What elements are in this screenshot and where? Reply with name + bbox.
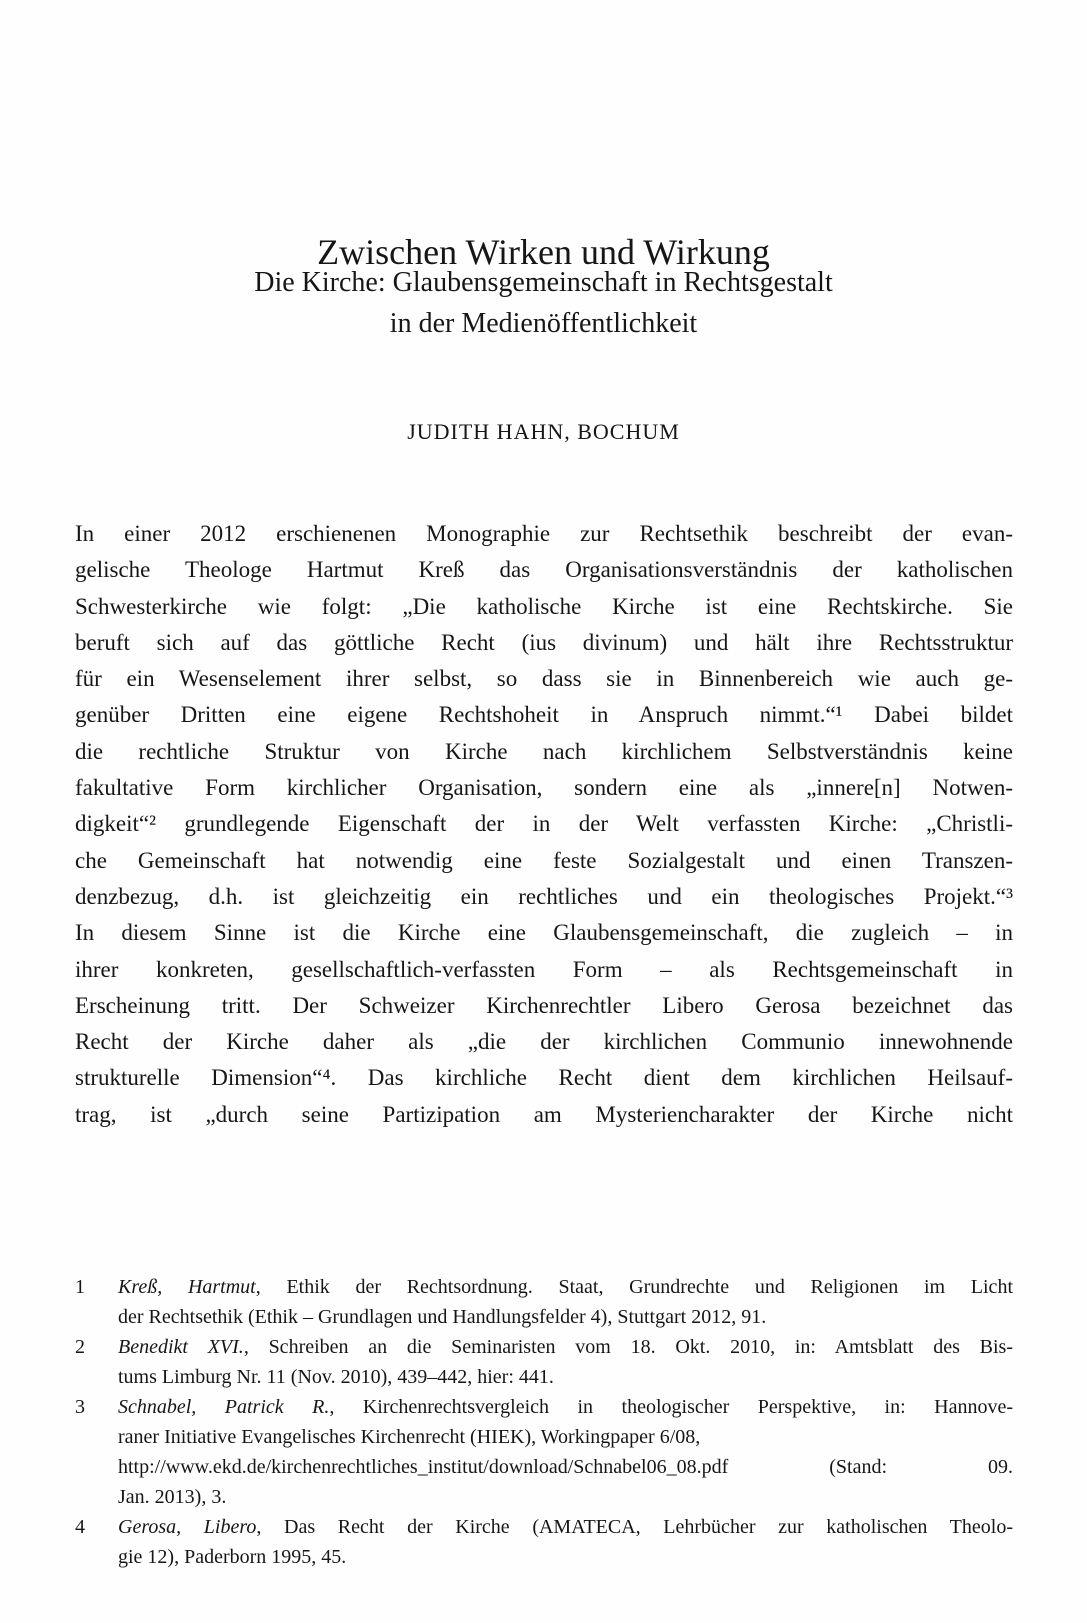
footnote-text-line xyxy=(118,1482,1013,1512)
footnote-reference-text: der Rechtsethik (Ethik – Grundlagen und Handlungsfelder 4), Stuttgart 2012, 91. xyxy=(118,1306,767,1328)
body-text-line: ihrer konkreten, gesellschaftlich-verfassten Form – als Rechtsgemeinschaft in xyxy=(75,956,1013,982)
footnote-text xyxy=(118,1392,1013,1512)
author-line: JUDITH HAHN, BOCHUM xyxy=(407,419,680,444)
footnote-reference-text: , Schreiben an die Seminaristen vom 18. Okt. 2010, in: Amtsblatt des Bis- xyxy=(243,1336,1013,1358)
footnote-author: Schnabel, Patrick R. xyxy=(118,1396,330,1418)
body-text-line: genüber Dritten eine eigene Rechtshoheit in Anspruch nimmt.“¹ Dabei bildet xyxy=(75,702,1013,728)
footnote-reference-text: Jan. 2013), 3. xyxy=(118,1486,227,1508)
footnote-number: 1 xyxy=(75,1276,85,1298)
footnote-reference-text: , Ethik der Rechtsordnung. Staat, Grundrechte und Religionen im Licht xyxy=(255,1276,1013,1298)
footnote-text-line xyxy=(118,1542,1013,1572)
body-paragraph xyxy=(75,516,1013,1133)
body-text-line: fakultative Form kirchlicher Organisation, sondern eine als „innere[n] Notwen- xyxy=(75,775,1013,801)
footnote-reference-text: , Kirchenrechtsvergleich in theologischer Perspektive, in: Hannove- xyxy=(329,1396,1013,1418)
footnote-text xyxy=(118,1272,1013,1332)
body-text-line: strukturelle Dimension“⁴. Das kirchliche Recht dient dem kirchlichen Heilsauf- xyxy=(75,1065,1013,1091)
footnote xyxy=(75,1272,1013,1332)
page-subtitle xyxy=(0,262,1087,344)
footnote-text-line xyxy=(118,1452,1013,1482)
body-text-line: gelische Theologe Hartmut Kreß das Organisationsverständnis der katholischen xyxy=(75,557,1013,583)
footnote-author: Gerosa, Libero xyxy=(118,1516,257,1538)
footnote-text xyxy=(118,1332,1013,1392)
body-text-line: denzbezug, d.h. ist gleichzeitig ein rechtliches und ein theologisches Projekt.“³ xyxy=(75,883,1013,909)
body-text-line: digkeit“² grundlegende Eigenschaft der in der Welt verfassten Kirche: „Christli- xyxy=(75,811,1013,837)
footnote-text xyxy=(118,1512,1013,1572)
body-text-line: In diesem Sinne ist die Kirche eine Glaubensgemeinschaft, die zugleich – in xyxy=(75,920,1013,946)
footnote-author: Benedikt XVI. xyxy=(118,1336,244,1358)
footnote-text-line xyxy=(118,1362,1013,1392)
footnote-reference-text: raner Initiative Evangelisches Kirchenrecht (HIEK), Workingpaper 6/08, xyxy=(118,1426,701,1448)
body-text-line: Erscheinung tritt. Der Schweizer Kirchenrechtler Libero Gerosa bezeichnet das xyxy=(75,992,1013,1018)
footnote-text-line xyxy=(118,1272,1013,1302)
footnote-text-line xyxy=(118,1302,1013,1332)
body-text-line: Schwesterkirche wie folgt: „Die katholische Kirche ist eine Rechtskirche. Sie xyxy=(75,593,1013,619)
footnote-text-line xyxy=(118,1332,1013,1362)
page-subtitle-line-2: in der Medienöffentlichkeit xyxy=(389,308,698,339)
footnote-text-line xyxy=(118,1392,1013,1422)
body-text-line: die rechtliche Struktur von Kirche nach kirchlichem Selbstverständnis keine xyxy=(75,738,1013,764)
body-text-line: trag, ist „durch seine Partizipation am Mysteriencharakter der Kirche nicht xyxy=(75,1101,1013,1127)
footnote-reference-text: http://www.ekd.de/kirchenrechtliches_institut/download/Schnabel06_08.pdf (Stand: 09. xyxy=(118,1456,1013,1478)
footnote-number: 4 xyxy=(75,1516,85,1538)
footnote-text-line xyxy=(118,1512,1013,1542)
body-text-line: In einer 2012 erschienenen Monographie zur Rechtsethik beschreibt der evan- xyxy=(75,521,1013,546)
body-text-line: Recht der Kirche daher als „die der kirchlichen Communio innewohnende xyxy=(75,1029,1013,1055)
footnote-reference-text: tums Limburg Nr. 11 (Nov. 2010), 439–442, hier: 441. xyxy=(118,1366,554,1388)
footnotes-section xyxy=(75,1272,1013,1572)
footnote-reference-text: , Das Recht der Kirche (AMATECA, Lehrbücher zur katholischen Theolo- xyxy=(256,1516,1013,1538)
footnote xyxy=(75,1512,1013,1572)
body-text-line: beruft sich auf das göttliche Recht (ius divinum) und hält ihre Rechtsstruktur xyxy=(75,629,1013,655)
footnote-text-line xyxy=(118,1422,1013,1452)
footnote xyxy=(75,1332,1013,1392)
body-text-line: für ein Wesenselement ihrer selbst, so dass sie in Binnenbereich wie auch ge- xyxy=(75,666,1013,692)
footnote-author: Kreß, Hartmut xyxy=(118,1276,256,1298)
body-text-line: che Gemeinschaft hat notwendig eine feste Sozialgestalt und einen Transzen- xyxy=(75,847,1013,873)
page-title: Zwischen Wirken und Wirkung xyxy=(317,232,770,273)
footnote-number: 2 xyxy=(75,1336,85,1358)
footnote-reference-text: gie 12), Paderborn 1995, 45. xyxy=(118,1546,347,1568)
footnote-number: 3 xyxy=(75,1396,85,1418)
page-subtitle-line-1: Die Kirche: Glaubensgemeinschaft in Rechtsgestalt xyxy=(254,267,833,298)
footnote xyxy=(75,1392,1013,1512)
